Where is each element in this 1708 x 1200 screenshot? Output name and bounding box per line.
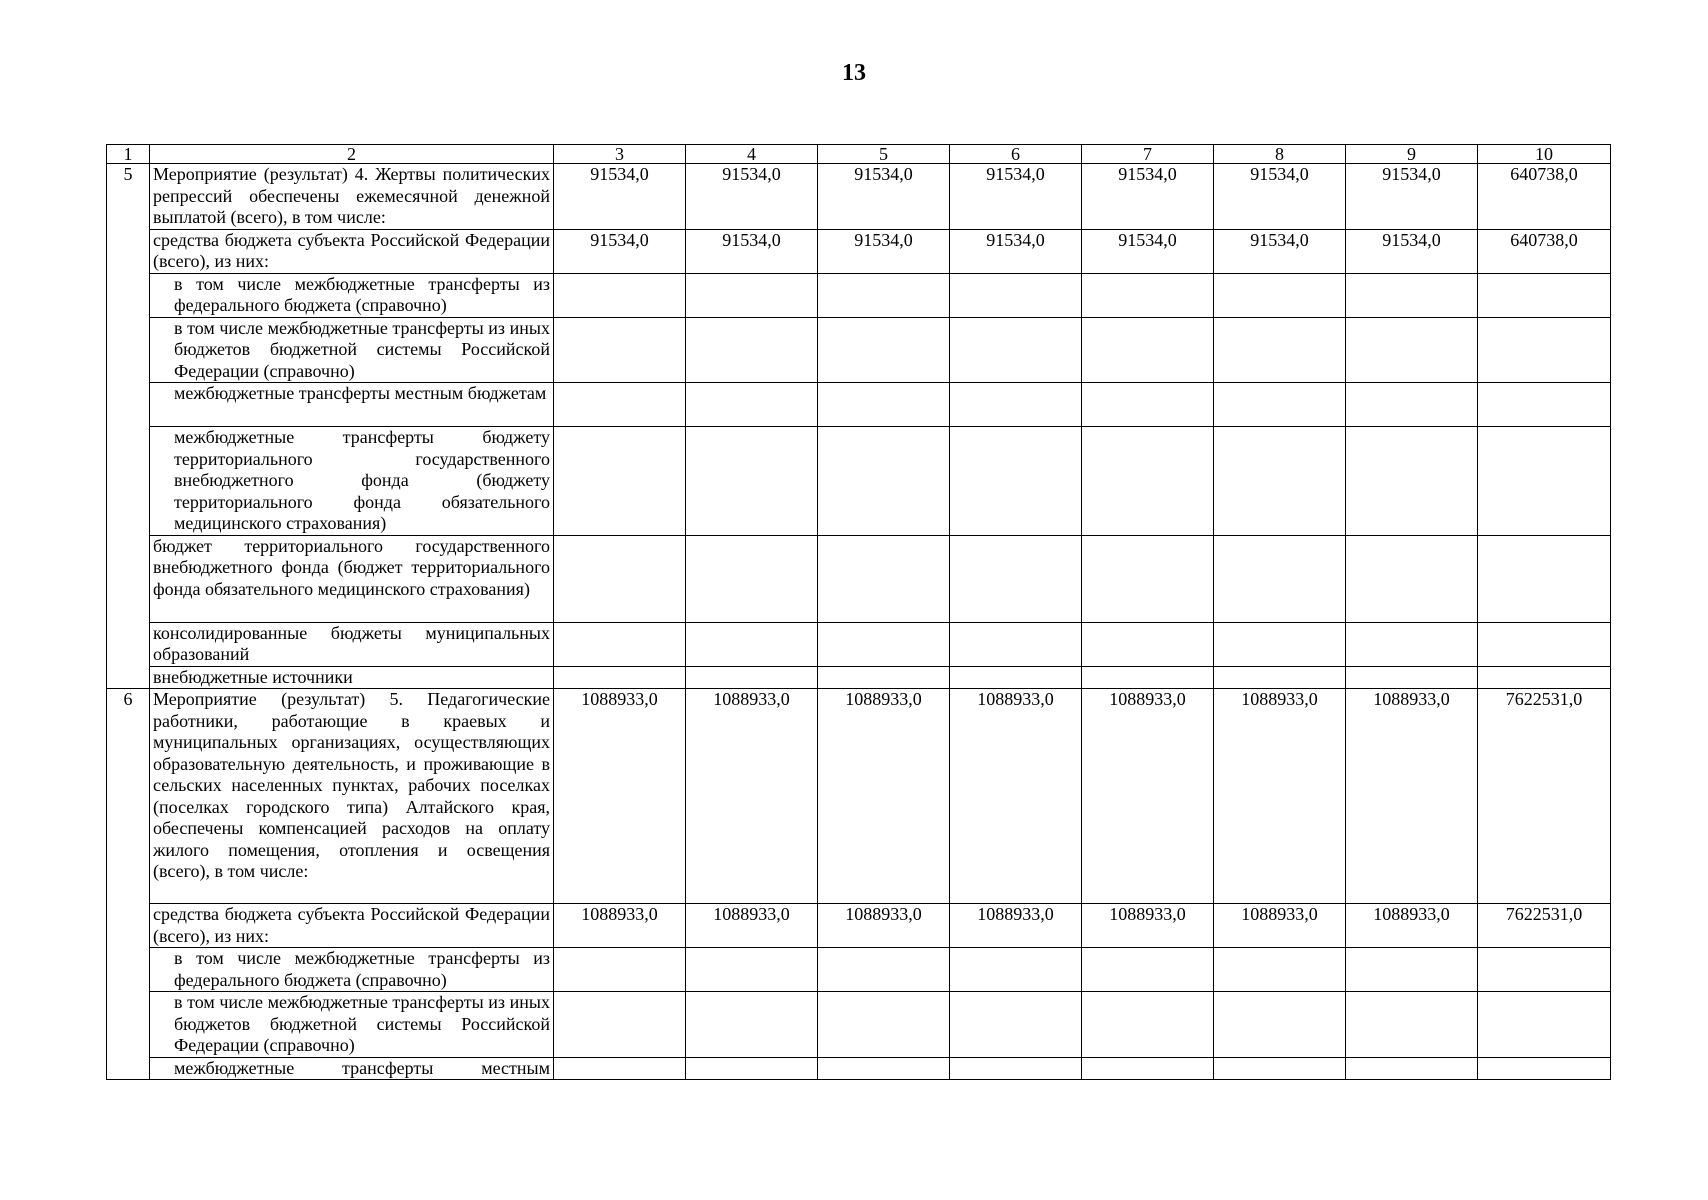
table-row — [107, 273, 1611, 317]
value-cell — [686, 273, 818, 317]
value-cell: 91534,0 — [818, 229, 950, 273]
row-number-empty — [107, 622, 150, 666]
row-number-empty — [107, 273, 150, 317]
value-cell — [818, 535, 950, 622]
value-cell — [1478, 948, 1611, 992]
value-cell — [950, 427, 1082, 536]
value-cell — [818, 427, 950, 536]
value-cell — [686, 427, 818, 536]
value-cell — [1346, 948, 1478, 992]
value-cell — [1478, 383, 1611, 427]
value-cell — [1082, 273, 1214, 317]
value-cell — [554, 948, 686, 992]
value-cell — [1478, 535, 1611, 622]
value-cell: 1088933,0 — [1346, 904, 1478, 948]
table-row — [107, 1057, 1611, 1080]
row-number-empty — [107, 666, 150, 689]
value-cell — [950, 535, 1082, 622]
value-cell — [1082, 427, 1214, 536]
value-cell — [818, 948, 950, 992]
value-cell: 640738,0 — [1478, 164, 1611, 230]
value-cell — [1214, 427, 1346, 536]
row-description: средства бюджета субъекта Российской Федерации (всего), из них: — [150, 904, 554, 948]
value-cell — [1214, 383, 1346, 427]
value-cell — [1478, 317, 1611, 383]
value-cell — [950, 273, 1082, 317]
value-cell: 640738,0 — [1478, 229, 1611, 273]
value-cell: 91534,0 — [1214, 164, 1346, 230]
value-cell — [1346, 383, 1478, 427]
row-description: в том числе межбюджетные трансферты из федерального бюджета (справочно) — [150, 273, 554, 317]
table-row — [107, 229, 1611, 273]
value-cell: 91534,0 — [818, 164, 950, 230]
value-cell — [686, 535, 818, 622]
value-cell: 91534,0 — [686, 164, 818, 230]
value-cell — [1346, 427, 1478, 536]
row-number-empty — [107, 948, 150, 992]
row-description: Мероприятие (результат) 4. Жертвы политических репрессий обеспечены ежемесячной денежной выплатой (всего), в том числе: — [150, 164, 554, 230]
value-cell — [686, 622, 818, 666]
value-cell — [554, 383, 686, 427]
value-cell — [1082, 1057, 1214, 1080]
value-cell — [1082, 317, 1214, 383]
value-cell — [1214, 666, 1346, 689]
value-cell — [1214, 317, 1346, 383]
value-cell — [554, 1057, 686, 1080]
value-cell — [554, 535, 686, 622]
value-cell — [1214, 1057, 1346, 1080]
value-cell: 91534,0 — [950, 164, 1082, 230]
row-number: 6 — [107, 689, 150, 904]
row-description: средства бюджета субъекта Российской Федерации (всего), из них: — [150, 229, 554, 273]
value-cell — [554, 317, 686, 383]
value-cell — [950, 666, 1082, 689]
row-number-empty — [107, 1057, 150, 1080]
value-cell — [1346, 992, 1478, 1058]
value-cell — [1346, 317, 1478, 383]
value-cell — [1214, 535, 1346, 622]
row-number-empty — [107, 535, 150, 622]
value-cell — [1082, 992, 1214, 1058]
budget-table — [106, 144, 1611, 1080]
value-cell: 1088933,0 — [554, 689, 686, 904]
table-row — [107, 992, 1611, 1058]
value-cell — [686, 317, 818, 383]
value-cell — [818, 1057, 950, 1080]
row-description: в том числе межбюджетные трансферты из федерального бюджета (справочно) — [150, 948, 554, 992]
value-cell — [950, 383, 1082, 427]
header-cell: 6 — [950, 145, 1082, 164]
value-cell: 91534,0 — [554, 229, 686, 273]
value-cell: 1088933,0 — [1214, 689, 1346, 904]
value-cell: 7622531,0 — [1478, 689, 1611, 904]
header-cell: 5 — [818, 145, 950, 164]
value-cell — [1346, 666, 1478, 689]
value-cell: 91534,0 — [686, 229, 818, 273]
value-cell: 7622531,0 — [1478, 904, 1611, 948]
value-cell: 1088933,0 — [1082, 689, 1214, 904]
value-cell — [554, 992, 686, 1058]
value-cell — [1214, 273, 1346, 317]
value-cell — [950, 992, 1082, 1058]
table-row — [107, 948, 1611, 992]
value-cell — [554, 273, 686, 317]
value-cell — [554, 427, 686, 536]
value-cell — [1478, 992, 1611, 1058]
value-cell — [686, 992, 818, 1058]
table-row — [107, 535, 1611, 622]
value-cell: 91534,0 — [1214, 229, 1346, 273]
value-cell — [1346, 622, 1478, 666]
value-cell — [1082, 535, 1214, 622]
value-cell — [686, 1057, 818, 1080]
table-row — [107, 622, 1611, 666]
value-cell — [818, 622, 950, 666]
value-cell — [950, 1057, 1082, 1080]
value-cell: 91534,0 — [1082, 229, 1214, 273]
value-cell: 91534,0 — [1346, 164, 1478, 230]
value-cell — [1478, 427, 1611, 536]
value-cell: 1088933,0 — [950, 689, 1082, 904]
table-row — [107, 904, 1611, 948]
value-cell: 1088933,0 — [818, 904, 950, 948]
value-cell: 91534,0 — [950, 229, 1082, 273]
row-number-empty — [107, 904, 150, 948]
value-cell: 91534,0 — [554, 164, 686, 230]
value-cell — [950, 317, 1082, 383]
value-cell: 1088933,0 — [1082, 904, 1214, 948]
value-cell: 1088933,0 — [1214, 904, 1346, 948]
row-number-empty — [107, 992, 150, 1058]
row-number: 5 — [107, 164, 150, 230]
header-cell: 2 — [150, 145, 554, 164]
value-cell: 1088933,0 — [554, 904, 686, 948]
row-description: внебюджетные источники — [150, 666, 554, 689]
header-row — [107, 145, 1611, 164]
table-row — [107, 689, 1611, 904]
value-cell — [950, 948, 1082, 992]
value-cell — [686, 666, 818, 689]
row-description: межбюджетные трансферты местным бюджетам — [150, 383, 554, 427]
table-row — [107, 427, 1611, 536]
value-cell — [554, 666, 686, 689]
value-cell — [1346, 273, 1478, 317]
value-cell: 91534,0 — [1082, 164, 1214, 230]
value-cell — [686, 948, 818, 992]
header-cell: 1 — [107, 145, 150, 164]
table-row — [107, 666, 1611, 689]
row-description: в том числе межбюджетные трансферты из иных бюджетов бюджетной системы Российской Федерации (справочно) — [150, 992, 554, 1058]
value-cell — [818, 273, 950, 317]
value-cell — [818, 383, 950, 427]
value-cell — [1478, 273, 1611, 317]
table-row — [107, 164, 1611, 230]
header-cell: 7 — [1082, 145, 1214, 164]
value-cell: 1088933,0 — [818, 689, 950, 904]
value-cell: 1088933,0 — [1346, 689, 1478, 904]
value-cell — [1082, 948, 1214, 992]
value-cell: 1088933,0 — [950, 904, 1082, 948]
row-description: межбюджетные трансферты местным — [150, 1057, 554, 1080]
page-number: 13 — [842, 60, 866, 86]
value-cell — [1082, 383, 1214, 427]
row-number-empty — [107, 427, 150, 536]
row-number-empty — [107, 383, 150, 427]
header-cell: 4 — [686, 145, 818, 164]
row-number-empty — [107, 229, 150, 273]
row-description: межбюджетные трансферты бюджету территориального государственного внебюджетного фонда (бюджету территориального фонда обязательного медицинского страхования) — [150, 427, 554, 536]
value-cell: 1088933,0 — [686, 904, 818, 948]
row-description: в том числе межбюджетные трансферты из иных бюджетов бюджетной системы Российской Федерации (справочно) — [150, 317, 554, 383]
value-cell — [950, 622, 1082, 666]
value-cell — [1478, 622, 1611, 666]
value-cell — [1082, 666, 1214, 689]
header-cell: 8 — [1214, 145, 1346, 164]
value-cell — [1478, 1057, 1611, 1080]
value-cell — [818, 992, 950, 1058]
header-cell: 9 — [1346, 145, 1478, 164]
row-description: Мероприятие (результат) 5. Педагогические работники, работающие в краевых и муниципальных организациях, осуществляющих образовательную деятельность, и проживающие в сельских населенных пунктах, рабочих поселках (поселках городского типа) Алтайского края, обеспечены компенсацией расходов на оплату жилого помещения, отопления и освещения (всего), в том числе: — [150, 689, 554, 904]
value-cell: 91534,0 — [1346, 229, 1478, 273]
row-description: консолидированные бюджеты муниципальных образований — [150, 622, 554, 666]
value-cell — [1214, 992, 1346, 1058]
value-cell: 1088933,0 — [686, 689, 818, 904]
value-cell — [1346, 535, 1478, 622]
table-row — [107, 317, 1611, 383]
row-number-empty — [107, 317, 150, 383]
value-cell — [686, 383, 818, 427]
value-cell — [1082, 622, 1214, 666]
value-cell — [554, 622, 686, 666]
value-cell — [1214, 622, 1346, 666]
value-cell — [1478, 666, 1611, 689]
table-row — [107, 383, 1611, 427]
value-cell — [818, 666, 950, 689]
value-cell — [1214, 948, 1346, 992]
header-cell: 10 — [1478, 145, 1611, 164]
header-cell: 3 — [554, 145, 686, 164]
value-cell — [1346, 1057, 1478, 1080]
row-description: бюджет территориального государственного внебюджетного фонда (бюджет территориального фонда обязательного медицинского страхования) — [150, 535, 554, 622]
value-cell — [818, 317, 950, 383]
